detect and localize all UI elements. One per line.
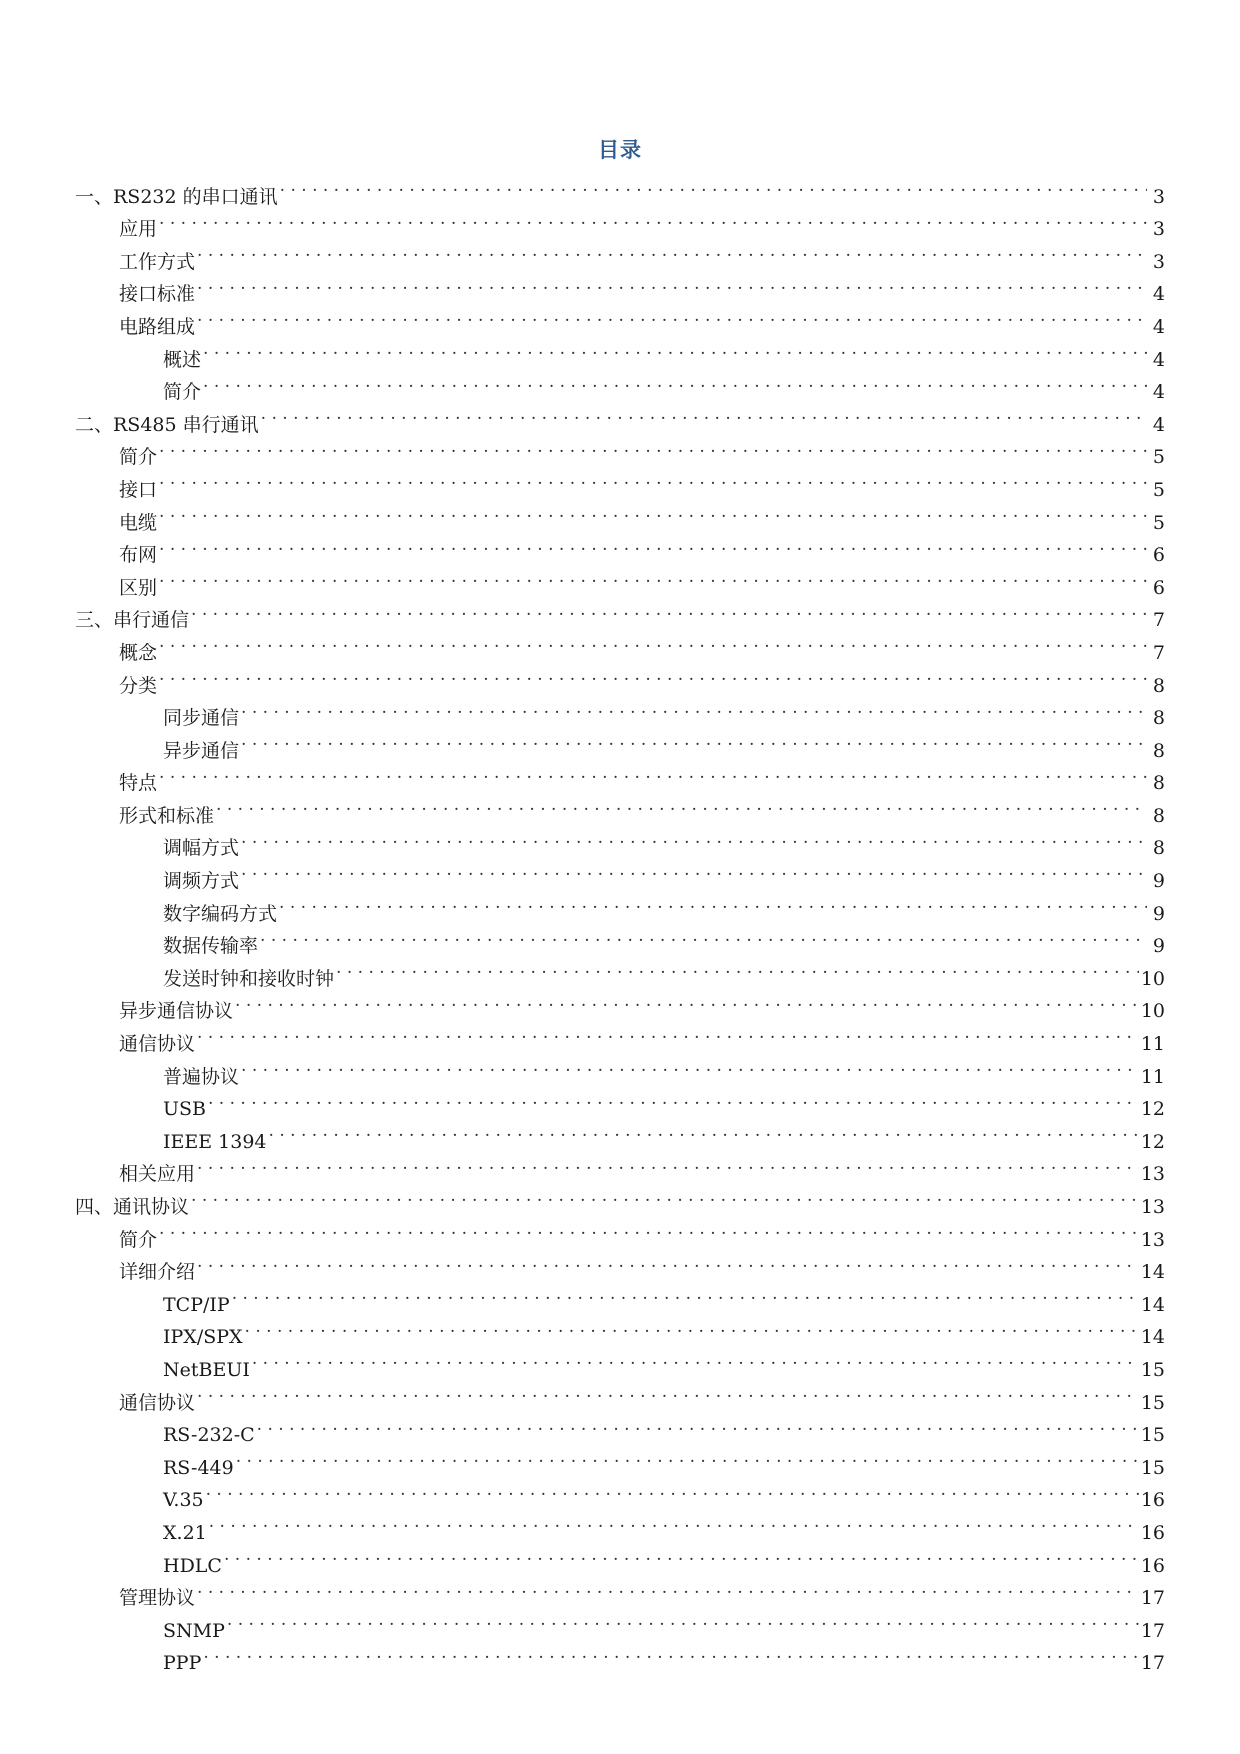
toc-entry[interactable] (75, 235, 1165, 273)
toc-entry[interactable] (75, 1311, 1165, 1349)
toc-entry-page-number: 10 (1140, 967, 1165, 990)
toc-entry-page-number: 5 (1152, 478, 1165, 501)
toc-entry-page-number: 14 (1140, 1261, 1165, 1284)
toc-entry[interactable] (75, 529, 1165, 567)
toc-entry-label: 概述 (163, 348, 202, 371)
dot-leader (191, 1180, 1139, 1213)
dot-leader (159, 496, 1147, 529)
toc-entry-page-number: 4 (1152, 348, 1165, 371)
dot-leader (241, 822, 1147, 855)
toc-entry[interactable] (75, 1115, 1165, 1153)
toc-entry-label: IPX/SPX (163, 1326, 243, 1349)
toc-entry-page-number: 6 (1152, 544, 1165, 567)
toc-title: 目录 (598, 138, 642, 162)
toc-entry[interactable] (75, 268, 1165, 306)
toc-entry[interactable] (75, 1572, 1165, 1610)
toc-entry[interactable] (75, 1409, 1165, 1447)
dot-leader (216, 789, 1147, 822)
toc-entry[interactable] (75, 1441, 1165, 1479)
toc-entry-page-number: 16 (1140, 1554, 1165, 1577)
toc-entry-page-number: 8 (1152, 739, 1165, 762)
dot-leader (159, 529, 1147, 562)
toc-entry[interactable] (75, 170, 1165, 208)
toc-entry[interactable] (75, 496, 1165, 534)
dot-leader (245, 1311, 1139, 1344)
dot-leader (236, 1441, 1139, 1474)
toc-entry-page-number: 4 (1152, 413, 1165, 436)
dot-leader (269, 1115, 1139, 1148)
toc-entry[interactable] (75, 1539, 1165, 1577)
toc-entry-page-number: 17 (1140, 1652, 1165, 1675)
toc-entry-label: 管理协议 (119, 1587, 196, 1610)
dot-leader (257, 1409, 1139, 1442)
dot-leader (241, 854, 1147, 887)
toc-entry-label: 通信协议 (119, 1033, 196, 1056)
toc-entry-label: 简介 (119, 446, 158, 469)
toc-entry-page-number: 14 (1140, 1326, 1165, 1349)
toc-entry-label: 异步通信协议 (119, 1000, 234, 1023)
toc-entry-page-number: 13 (1140, 1228, 1165, 1251)
toc-entry[interactable] (75, 822, 1165, 860)
dot-leader (203, 333, 1147, 366)
dot-leader (241, 692, 1147, 725)
toc-entry[interactable] (75, 203, 1165, 241)
toc-entry-label: X.21 (163, 1521, 207, 1544)
toc-entry-label: 数据传输率 (163, 935, 259, 958)
toc-entry[interactable] (75, 789, 1165, 827)
dot-leader (197, 1017, 1139, 1050)
toc-entry-label: TCP/IP (163, 1293, 230, 1316)
dot-leader (261, 398, 1147, 431)
toc-entry-label: 调幅方式 (163, 837, 240, 860)
toc-entry[interactable] (75, 398, 1165, 436)
toc-entry[interactable] (75, 300, 1165, 338)
toc-entry[interactable] (75, 1604, 1165, 1642)
toc-entry[interactable] (75, 1278, 1165, 1316)
toc-entry-page-number: 4 (1152, 283, 1165, 306)
dot-leader (336, 952, 1139, 985)
toc-entry-label: 简介 (119, 1228, 158, 1251)
dot-leader (159, 757, 1147, 790)
toc-entry-page-number: 11 (1140, 1033, 1165, 1056)
toc-entry-label: SNMP (163, 1619, 225, 1642)
toc-entry-page-number: 10 (1140, 1000, 1165, 1023)
toc-entry-label: IEEE 1394 (163, 1130, 267, 1153)
toc-entry-page-number: 5 (1152, 511, 1165, 534)
table-of-contents (75, 170, 1165, 1675)
toc-entry-page-number: 13 (1140, 1196, 1165, 1218)
toc-entry-page-number: 8 (1152, 837, 1165, 860)
dot-leader (241, 1050, 1139, 1083)
dot-leader (191, 594, 1147, 627)
toc-entry-page-number: 9 (1152, 870, 1165, 893)
toc-entry-label: 电缆 (119, 511, 158, 534)
dot-leader (203, 366, 1147, 399)
toc-entry[interactable] (75, 561, 1165, 599)
toc-entry-page-number: 17 (1140, 1587, 1165, 1610)
toc-entry-label: USB (163, 1098, 206, 1121)
toc-entry-label: 形式和标准 (119, 804, 215, 827)
dot-leader (159, 463, 1147, 496)
dot-leader (197, 1246, 1139, 1279)
toc-entry-label: 调频方式 (163, 870, 240, 893)
toc-entry-label: 分类 (119, 674, 158, 697)
toc-entry-label: 布网 (119, 544, 158, 567)
dot-leader (252, 1343, 1139, 1376)
toc-entry[interactable] (75, 985, 1165, 1023)
toc-entry-label: 应用 (119, 218, 158, 241)
toc-entry-label: 四、通讯协议 (75, 1196, 190, 1218)
toc-entry[interactable] (75, 1148, 1165, 1186)
toc-entry-page-number: 9 (1152, 902, 1165, 925)
toc-entry-page-number: 4 (1152, 381, 1165, 404)
toc-entry-label: 特点 (119, 772, 158, 795)
toc-entry-label: 二、RS485 串行通讯 (75, 413, 259, 436)
toc-entry-label: 简介 (163, 381, 202, 404)
toc-entry[interactable] (75, 431, 1165, 469)
dot-leader (206, 1474, 1139, 1507)
toc-entry-page-number: 6 (1152, 576, 1165, 599)
toc-entry-page-number: 15 (1140, 1358, 1165, 1381)
toc-entry-page-number: 14 (1140, 1293, 1165, 1316)
toc-entry-label: 一、RS232 的串口通讯 (75, 185, 278, 208)
dot-leader (224, 1539, 1139, 1572)
toc-entry-page-number: 12 (1140, 1130, 1165, 1153)
dot-leader (280, 170, 1147, 203)
toc-entry-page-number: 16 (1140, 1521, 1165, 1544)
toc-entry-page-number: 13 (1140, 1163, 1165, 1186)
toc-entry-page-number: 8 (1152, 674, 1165, 697)
toc-entry-label: 接口标准 (119, 283, 196, 306)
toc-entry[interactable] (75, 1083, 1165, 1121)
toc-entry-label: 数字编码方式 (163, 902, 278, 925)
toc-entry-label: PPP (163, 1652, 202, 1675)
toc-entry[interactable] (75, 594, 1165, 632)
toc-entry[interactable] (75, 333, 1165, 371)
dot-leader (197, 268, 1147, 301)
toc-entry-label: NetBEUI (163, 1358, 250, 1381)
toc-entry-page-number: 15 (1140, 1391, 1165, 1414)
toc-entry-page-number: 17 (1140, 1619, 1165, 1642)
toc-entry-label: 通信协议 (119, 1391, 196, 1414)
toc-entry-page-number: 4 (1152, 315, 1165, 338)
toc-entry-label: 概念 (119, 641, 158, 664)
dot-leader (260, 920, 1147, 953)
dot-leader (159, 659, 1147, 692)
dot-leader (227, 1604, 1139, 1637)
toc-entry[interactable] (75, 366, 1165, 404)
dot-leader (159, 431, 1147, 464)
toc-entry[interactable] (75, 1637, 1165, 1675)
toc-entry-label: 异步通信 (163, 739, 240, 762)
toc-entry[interactable] (75, 1213, 1165, 1251)
toc-entry-label: 发送时钟和接收时钟 (163, 967, 335, 990)
toc-entry-label: 接口 (119, 478, 158, 501)
toc-entry-page-number: 11 (1140, 1065, 1165, 1088)
dot-leader (197, 1376, 1139, 1409)
dot-leader (159, 561, 1147, 594)
dot-leader (209, 1506, 1139, 1539)
toc-entry-page-number: 8 (1152, 772, 1165, 795)
dot-leader (159, 626, 1147, 659)
toc-entry[interactable] (75, 1376, 1165, 1414)
dot-leader (159, 203, 1147, 236)
toc-entry-page-number: 15 (1140, 1456, 1165, 1479)
toc-entry-page-number: 3 (1152, 218, 1165, 241)
toc-entry[interactable] (75, 626, 1165, 664)
toc-entry-page-number: 5 (1152, 446, 1165, 469)
dot-leader (232, 1278, 1139, 1311)
toc-entry[interactable] (75, 692, 1165, 730)
toc-entry-label: V.35 (163, 1489, 204, 1512)
toc-entry[interactable] (75, 1017, 1165, 1056)
toc-entry-page-number: 12 (1140, 1098, 1165, 1121)
dot-leader (241, 724, 1147, 757)
toc-entry-page-number: 7 (1152, 609, 1165, 632)
toc-entry[interactable] (75, 1506, 1165, 1544)
dot-leader (197, 1148, 1139, 1181)
dot-leader (197, 300, 1147, 333)
toc-entry[interactable] (75, 1246, 1165, 1284)
toc-entry-label: 电路组成 (119, 315, 196, 338)
dot-leader (203, 1637, 1138, 1670)
toc-entry-label: RS-449 (163, 1456, 234, 1479)
toc-entry-label: 工作方式 (119, 250, 196, 273)
toc-entry-page-number: 8 (1152, 804, 1165, 827)
toc-entry-label: 相关应用 (119, 1163, 196, 1186)
toc-entry-label: 详细介绍 (119, 1261, 196, 1284)
toc-entry-label: 区别 (119, 576, 158, 599)
dot-leader (197, 1572, 1139, 1605)
toc-entry-label: RS-232-C (163, 1424, 255, 1447)
dot-leader (235, 985, 1139, 1018)
toc-entry-page-number: 7 (1152, 641, 1165, 664)
dot-leader (159, 1213, 1139, 1246)
toc-entry-label: HDLC (163, 1554, 222, 1577)
toc-entry[interactable] (75, 463, 1165, 501)
dot-leader (197, 235, 1147, 268)
dot-leader (279, 887, 1147, 920)
toc-entry[interactable] (75, 1474, 1165, 1512)
toc-entry[interactable] (75, 757, 1165, 795)
toc-entry-page-number: 16 (1140, 1489, 1165, 1512)
dot-leader (208, 1083, 1139, 1116)
toc-entry-page-number: 3 (1152, 185, 1165, 208)
toc-entry-label: 同步通信 (163, 707, 240, 730)
toc-entry-page-number: 15 (1140, 1424, 1165, 1447)
toc-entry-page-number: 3 (1152, 250, 1165, 273)
toc-entry-label: 普遍协议 (163, 1065, 240, 1088)
toc-entry[interactable] (75, 1180, 1165, 1218)
toc-entry-page-number: 9 (1152, 935, 1165, 958)
toc-entry[interactable] (75, 1050, 1165, 1088)
toc-entry-label: 三、串行通信 (75, 609, 190, 632)
toc-entry[interactable] (75, 659, 1165, 697)
toc-entry-page-number: 8 (1152, 707, 1165, 730)
